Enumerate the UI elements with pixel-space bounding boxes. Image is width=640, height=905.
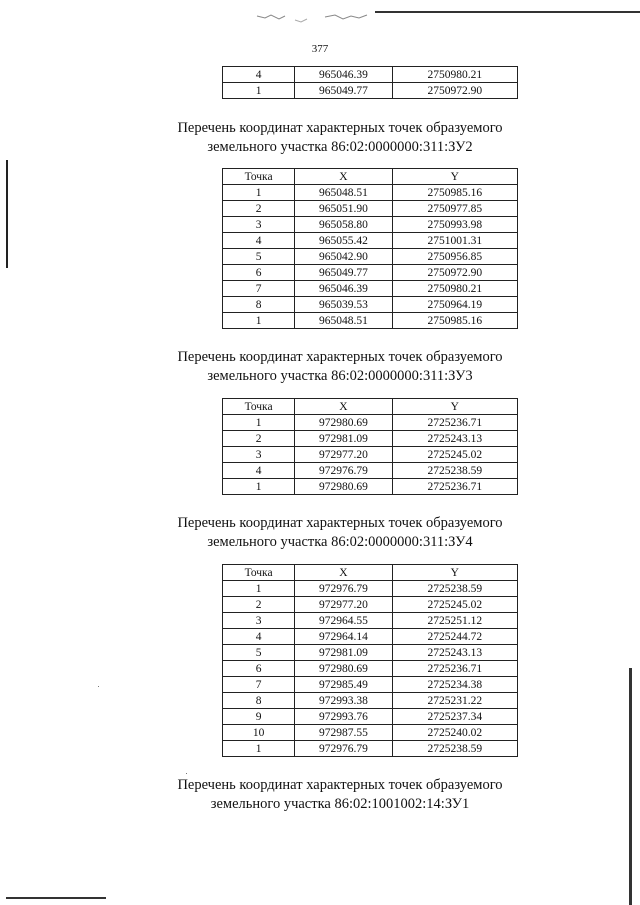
y-cell: 2750980.21 xyxy=(392,67,517,83)
table-body xyxy=(223,581,518,757)
table-header-row xyxy=(223,399,518,415)
point-cell: 2 xyxy=(223,597,295,613)
table-body xyxy=(223,185,518,329)
table-row xyxy=(223,297,518,313)
table-row xyxy=(223,613,518,629)
x-cell: 972980.69 xyxy=(295,661,392,677)
table-row xyxy=(223,233,518,249)
scan-speck xyxy=(98,686,99,687)
table-row xyxy=(223,83,518,99)
x-cell: 972977.20 xyxy=(295,597,392,613)
table-row xyxy=(223,431,518,447)
coordinates-table-zu3 xyxy=(222,398,518,495)
point-cell: 7 xyxy=(223,677,295,693)
x-cell: 972976.79 xyxy=(295,463,392,479)
header-y: Y xyxy=(392,169,517,185)
table-row xyxy=(223,741,518,757)
x-cell: 972981.09 xyxy=(295,645,392,661)
y-cell: 2750956.85 xyxy=(392,249,517,265)
point-cell: 6 xyxy=(223,265,295,281)
x-cell: 972987.55 xyxy=(295,725,392,741)
x-cell: 972981.09 xyxy=(295,431,392,447)
point-cell: 1 xyxy=(223,415,295,431)
y-cell: 2725234.38 xyxy=(392,677,517,693)
coordinates-table-zu4 xyxy=(222,564,518,757)
x-cell: 972976.79 xyxy=(295,741,392,757)
y-cell: 2725236.71 xyxy=(392,479,517,495)
point-cell: 7 xyxy=(223,281,295,297)
point-cell: 4 xyxy=(223,463,295,479)
point-cell: 3 xyxy=(223,217,295,233)
table-row xyxy=(223,725,518,741)
y-cell: 2750964.19 xyxy=(392,297,517,313)
point-cell: 5 xyxy=(223,645,295,661)
y-cell: 2751001.31 xyxy=(392,233,517,249)
y-cell: 2725245.02 xyxy=(392,597,517,613)
table-row xyxy=(223,677,518,693)
header-y: Y xyxy=(392,399,517,415)
x-cell: 965055.42 xyxy=(295,233,392,249)
point-cell: 1 xyxy=(223,741,295,757)
x-cell: 965046.39 xyxy=(295,281,392,297)
y-cell: 2750977.85 xyxy=(392,201,517,217)
x-cell: 972976.79 xyxy=(295,581,392,597)
x-cell: 972980.69 xyxy=(295,415,392,431)
header-y: Y xyxy=(392,565,517,581)
y-cell: 2725243.13 xyxy=(392,431,517,447)
point-cell: 1 xyxy=(223,83,295,99)
x-cell: 972980.69 xyxy=(295,479,392,495)
section-heading-zu1 xyxy=(0,776,640,814)
y-cell: 2725245.02 xyxy=(392,447,517,463)
heading-line: земельного участка 86:02:1001002:14:ЗУ1 xyxy=(210,796,470,812)
y-cell: 2725251.12 xyxy=(392,613,517,629)
section-heading-zu3 xyxy=(0,348,640,386)
section-heading-zu2 xyxy=(0,119,640,157)
heading-line: Перечень координат характерных точек образуемого xyxy=(177,120,503,136)
point-cell: 1 xyxy=(223,185,295,201)
point-cell: 2 xyxy=(223,431,295,447)
point-cell: 4 xyxy=(223,67,295,83)
x-cell: 965046.39 xyxy=(295,67,392,83)
page-number: 377 xyxy=(311,43,329,55)
y-cell: 2725231.22 xyxy=(392,693,517,709)
y-cell: 2750993.98 xyxy=(392,217,517,233)
y-cell: 2750972.90 xyxy=(392,265,517,281)
scan-artifact-top xyxy=(255,10,640,26)
point-cell: 5 xyxy=(223,249,295,265)
x-cell: 965049.77 xyxy=(295,83,392,99)
header-x: X xyxy=(295,169,392,185)
table-body xyxy=(223,415,518,495)
point-cell: 2 xyxy=(223,201,295,217)
table-row xyxy=(223,185,518,201)
x-cell: 972993.76 xyxy=(295,709,392,725)
point-cell: 1 xyxy=(223,479,295,495)
table-row xyxy=(223,479,518,495)
point-cell: 10 xyxy=(223,725,295,741)
table-row xyxy=(223,463,518,479)
x-cell: 972977.20 xyxy=(295,447,392,463)
x-cell: 972964.14 xyxy=(295,629,392,645)
header-point: Точка xyxy=(223,399,295,415)
table-row xyxy=(223,447,518,463)
x-cell: 972964.55 xyxy=(295,613,392,629)
table-row xyxy=(223,693,518,709)
table-row xyxy=(223,313,518,329)
point-cell: 4 xyxy=(223,233,295,249)
point-cell: 3 xyxy=(223,447,295,463)
y-cell: 2725236.71 xyxy=(392,415,517,431)
header-point: Точка xyxy=(223,169,295,185)
y-cell: 2725236.71 xyxy=(392,661,517,677)
continuation-table-body xyxy=(223,67,518,99)
coordinates-table-zu2 xyxy=(222,168,518,329)
heading-line: Перечень координат характерных точек образуемого xyxy=(177,349,503,365)
header-x: X xyxy=(295,399,392,415)
point-cell: 9 xyxy=(223,709,295,725)
y-cell: 2725237.34 xyxy=(392,709,517,725)
x-cell: 972985.49 xyxy=(295,677,392,693)
scan-speck xyxy=(186,773,187,774)
x-cell: 972993.38 xyxy=(295,693,392,709)
table-header xyxy=(223,169,518,185)
table-header-row xyxy=(223,169,518,185)
table-header xyxy=(223,399,518,415)
table-row xyxy=(223,709,518,725)
table-row xyxy=(223,249,518,265)
y-cell: 2725240.02 xyxy=(392,725,517,741)
y-cell: 2750972.90 xyxy=(392,83,517,99)
point-cell: 4 xyxy=(223,629,295,645)
heading-line: Перечень координат характерных точек образуемого xyxy=(177,515,503,531)
point-cell: 1 xyxy=(223,313,295,329)
header-x: X xyxy=(295,565,392,581)
table-row xyxy=(223,645,518,661)
table-header-row xyxy=(223,565,518,581)
y-cell: 2725243.13 xyxy=(392,645,517,661)
heading-line: земельного участка 86:02:0000000:311:ЗУ3 xyxy=(207,368,473,384)
x-cell: 965048.51 xyxy=(295,313,392,329)
heading-line: земельного участка 86:02:0000000:311:ЗУ2 xyxy=(207,139,473,155)
table-row xyxy=(223,661,518,677)
point-cell: 3 xyxy=(223,613,295,629)
x-cell: 965039.53 xyxy=(295,297,392,313)
x-cell: 965048.51 xyxy=(295,185,392,201)
point-cell: 8 xyxy=(223,297,295,313)
table-row xyxy=(223,265,518,281)
y-cell: 2725238.59 xyxy=(392,463,517,479)
y-cell: 2750985.16 xyxy=(392,313,517,329)
table-row xyxy=(223,201,518,217)
table-row xyxy=(223,629,518,645)
table-row xyxy=(223,217,518,233)
table-row xyxy=(223,415,518,431)
x-cell: 965058.80 xyxy=(295,217,392,233)
table-row xyxy=(223,597,518,613)
scan-artifact-left-bar xyxy=(6,160,8,268)
table-header xyxy=(223,565,518,581)
y-cell: 2725238.59 xyxy=(392,741,517,757)
y-cell: 2750980.21 xyxy=(392,281,517,297)
point-cell: 6 xyxy=(223,661,295,677)
y-cell: 2750985.16 xyxy=(392,185,517,201)
table-row xyxy=(223,67,518,83)
table-row xyxy=(223,581,518,597)
header-point: Точка xyxy=(223,565,295,581)
point-cell: 8 xyxy=(223,693,295,709)
section-heading-zu4 xyxy=(0,514,640,552)
y-cell: 2725244.72 xyxy=(392,629,517,645)
heading-line: земельного участка 86:02:0000000:311:ЗУ4 xyxy=(207,534,473,550)
point-cell: 1 xyxy=(223,581,295,597)
x-cell: 965049.77 xyxy=(295,265,392,281)
scan-artifact-bottom-line xyxy=(6,897,106,899)
heading-line: Перечень координат характерных точек образуемого xyxy=(177,777,503,793)
y-cell: 2725238.59 xyxy=(392,581,517,597)
x-cell: 965051.90 xyxy=(295,201,392,217)
table-row xyxy=(223,281,518,297)
x-cell: 965042.90 xyxy=(295,249,392,265)
continuation-table xyxy=(222,66,518,99)
